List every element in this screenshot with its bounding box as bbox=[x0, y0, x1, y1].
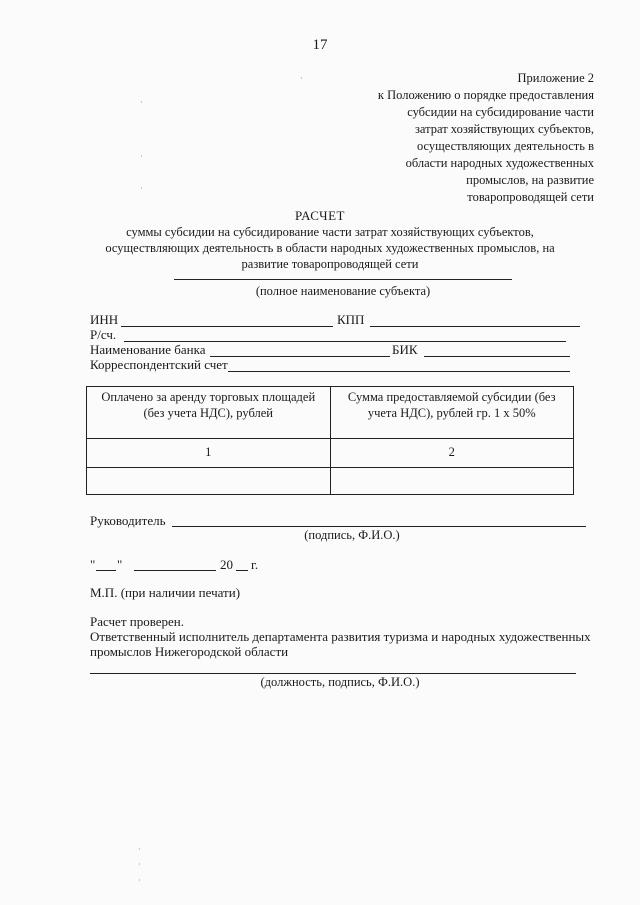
responsible-block bbox=[90, 629, 600, 659]
scan-speck: · bbox=[300, 74, 303, 83]
annex-line: к Положению о порядке предоставления bbox=[377, 88, 594, 102]
subtitle-line: развитие товаропроводящей сети bbox=[241, 257, 419, 271]
inn-label: ИНН bbox=[90, 312, 119, 327]
table-row bbox=[87, 468, 574, 495]
scan-speck: · bbox=[138, 876, 141, 885]
paid-rent-value-cell[interactable] bbox=[87, 468, 331, 495]
checked-note: Расчет проверен. bbox=[90, 614, 185, 629]
scan-speck: · bbox=[140, 152, 143, 161]
responsible-line: промыслов Нижегородской области bbox=[90, 644, 289, 659]
subsidy-value-cell[interactable] bbox=[330, 468, 574, 495]
stamp-note: М.П. (при наличии печати) bbox=[90, 585, 241, 600]
corr-account-input-line[interactable] bbox=[228, 371, 570, 372]
date-day-line[interactable] bbox=[96, 570, 116, 571]
subject-caption: (полное наименование субъекта) bbox=[255, 284, 431, 298]
table-header-cell: Оплачено за аренду торговых площадей (без учета НДС), рублей bbox=[87, 387, 331, 439]
column-number-cell: 1 bbox=[87, 439, 331, 468]
corr-account-label: Корреспондентский счет bbox=[90, 357, 228, 372]
document-title: РАСЧЕТ bbox=[295, 208, 345, 223]
bank-label: Наименование банка bbox=[90, 342, 206, 357]
table-header-row bbox=[87, 387, 574, 439]
kpp-input-line[interactable] bbox=[370, 326, 580, 327]
annex-line: области народных художественных bbox=[405, 156, 594, 170]
table-column-numbers-row bbox=[87, 439, 574, 468]
subtitle-line: суммы субсидии на субсидирование части затрат хозяйствующих субъектов, bbox=[126, 225, 534, 239]
date-year-line[interactable] bbox=[236, 570, 248, 571]
kpp-label: КПП bbox=[337, 312, 365, 327]
bik-label: БИК bbox=[392, 342, 418, 357]
column-number-cell: 2 bbox=[330, 439, 574, 468]
annex-line: товаропроводящей сети bbox=[467, 190, 594, 204]
responsible-signature-line[interactable] bbox=[90, 673, 576, 674]
scan-speck: · bbox=[140, 98, 143, 107]
date-year-prefix: 20 bbox=[220, 557, 233, 572]
date-quote-open: " bbox=[90, 557, 96, 572]
annex-line: Приложение 2 bbox=[517, 71, 594, 85]
annex-block bbox=[334, 70, 594, 206]
annex-line: субсидии на субсидирование части bbox=[407, 105, 594, 119]
calculation-table bbox=[86, 386, 574, 495]
head-signature-line[interactable] bbox=[172, 526, 586, 527]
date-month-line[interactable] bbox=[134, 570, 216, 571]
subject-name-line[interactable] bbox=[174, 279, 512, 280]
footer-caption: (должность, подпись, Ф.И.О.) bbox=[260, 675, 420, 689]
head-caption: (подпись, Ф.И.О.) bbox=[304, 528, 400, 542]
table-header-cell: Сумма предоставляемой субсидии (без учета НДС), рублей гр. 1 х 50% bbox=[330, 387, 574, 439]
inn-input-line[interactable] bbox=[121, 326, 333, 327]
scan-speck: · bbox=[138, 860, 141, 869]
head-label: Руководитель bbox=[90, 513, 166, 528]
document-subtitle bbox=[80, 224, 580, 272]
scan-speck: · bbox=[138, 845, 141, 854]
bik-input-line[interactable] bbox=[424, 356, 570, 357]
annex-line: промыслов, на развитие bbox=[466, 173, 594, 187]
subtitle-line: осуществляющих деятельность в области народных художественных промыслов, на bbox=[105, 241, 555, 255]
date-quote-close: " bbox=[117, 557, 123, 572]
date-year-suffix: г. bbox=[251, 557, 259, 572]
annex-line: осуществляющих деятельность в bbox=[416, 139, 594, 153]
bank-input-line[interactable] bbox=[210, 356, 390, 357]
responsible-line: Ответственный исполнитель департамента развития туризма и народных художественных bbox=[90, 629, 591, 644]
page-number: 17 bbox=[312, 37, 328, 53]
annex-line: затрат хозяйствующих субъектов, bbox=[414, 122, 594, 136]
account-label: Р/сч. bbox=[90, 327, 117, 342]
scan-speck: · bbox=[140, 184, 143, 193]
